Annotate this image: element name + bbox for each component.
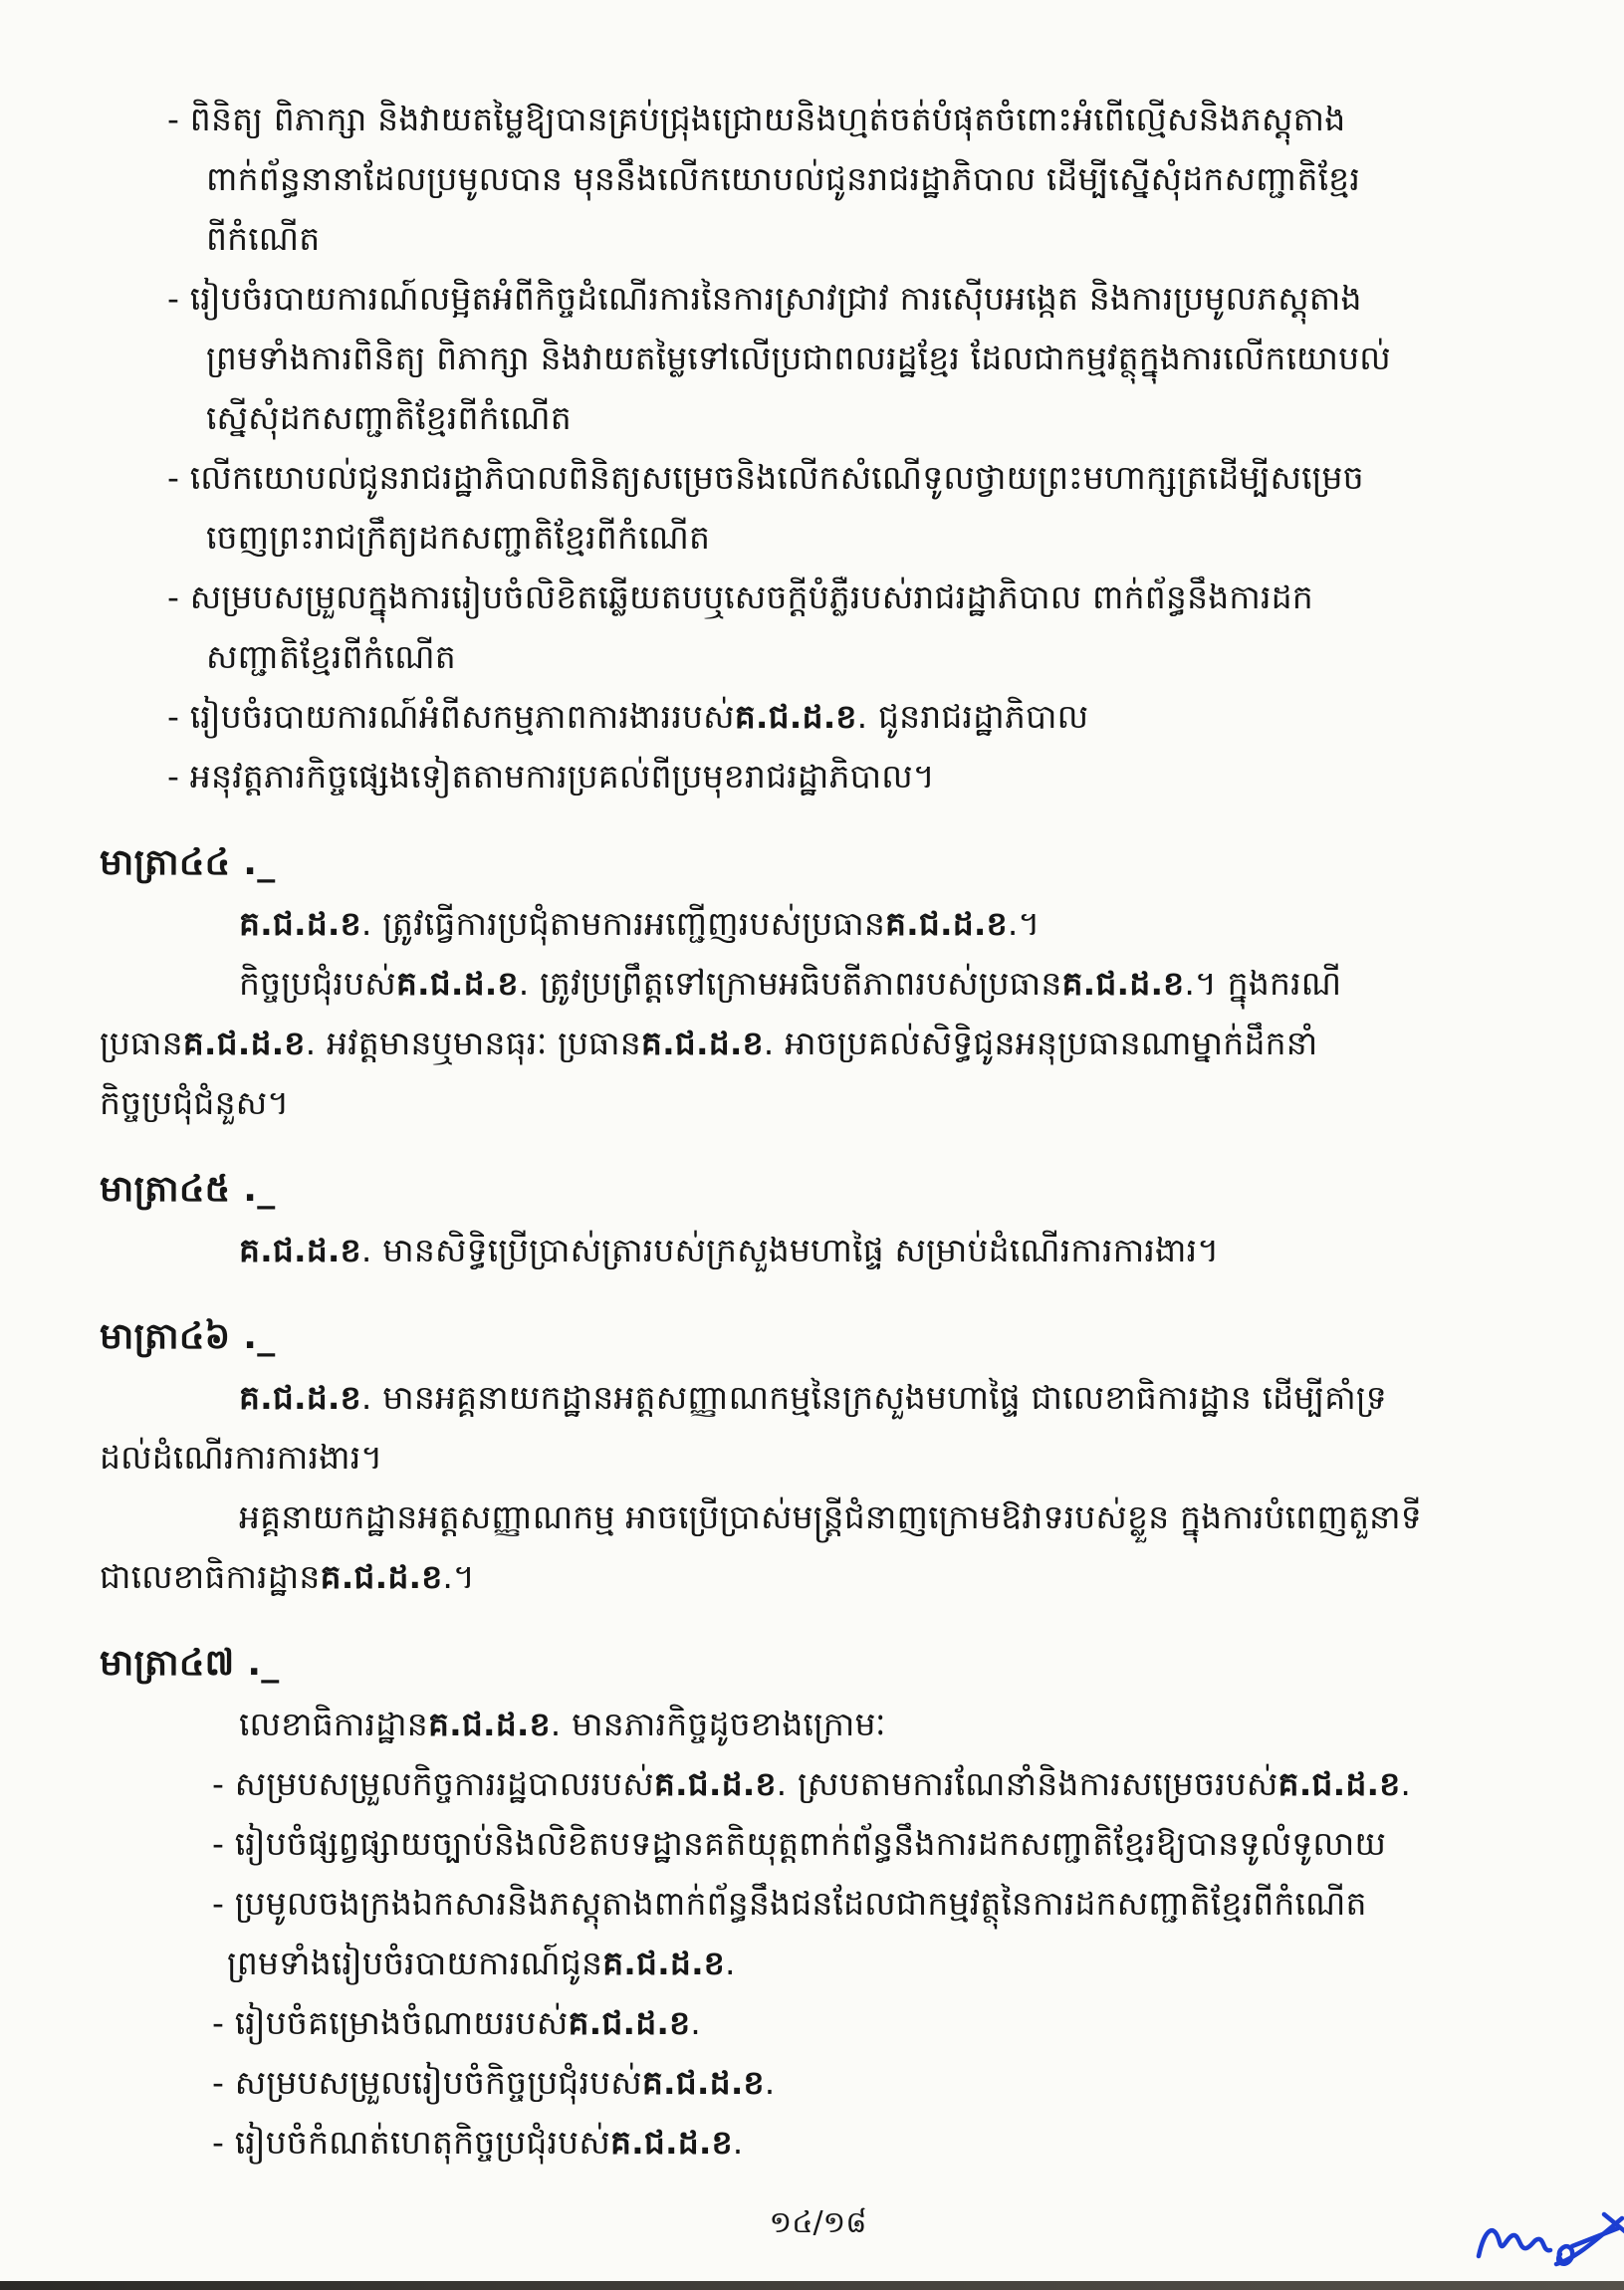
bullet-line: ចេញព្រះរាជក្រឹត្យដកសញ្ជាតិខ្មែរពីកំណើត: [206, 518, 711, 557]
bullet-line: - លើកយោបល់ជូនរាជរដ្ឋាភិបាលពិនិត្យសម្រេចនិងលើកសំណើទូលថ្វាយព្រះមហាក្សត្រដើម្បីសម្រេច: [167, 458, 1364, 497]
paragraph-line: គ.ជ.ដ.ខ. មានអគ្គនាយកដ្ឋានអត្តសញ្ញាណកម្មនៃក្រសួងមហាផ្ទៃ ជាលេខាធិការដ្ឋាន ដើម្បីគាំទ្រ: [239, 1378, 1387, 1417]
bullet-line: - រៀបចំរបាយការណ៍អំពីសកម្មភាពការងាររបស់គ.ជ.ដ.ខ. ជូនរាជរដ្ឋាភិបាល: [167, 697, 1089, 736]
bullet-line: ព្រមទាំងរៀបចំរបាយការណ៍ជូនគ.ជ.ដ.ខ.: [227, 1944, 736, 1982]
article-45-heading: មាត្រា៤៥ ._: [100, 1169, 276, 1210]
paragraph-line: ប្រធានគ.ជ.ដ.ខ. អវត្តមានឬមានធុរៈ ប្រធានគ.ជ.ដ.ខ. អាចប្រគល់សិទ្ធិជូនអនុប្រធានណាម្នាក់ដឹកនាំ: [100, 1024, 1318, 1062]
bullet-line: - អនុវត្តភារកិច្ចផ្សេងទៀតតាមការប្រគល់ពីប្រមុខរាជរដ្ឋាភិបាល។: [167, 757, 935, 796]
paragraph-line: ជាលេខាធិការដ្ឋានគ.ជ.ដ.ខ.។: [100, 1557, 476, 1596]
paragraph-line: គ.ជ.ដ.ខ. មានសិទ្ធិប្រើប្រាស់ត្រារបស់ក្រសួងមហាផ្ទៃ សម្រាប់ដំណើរការការងារ។: [239, 1231, 1220, 1269]
signature-mark: [1473, 2192, 1624, 2276]
bullet-line: ពាក់ព័ន្ធនានាដែលប្រមូលបាន មុននឹងលើកយោបល់ជូនរាជរដ្ឋាភិបាល ដើម្បីស្នើសុំដកសញ្ជាតិខ្មែរ: [206, 159, 1360, 198]
bullet-line: - រៀបចំរបាយការណ៍លម្អិតអំពីកិច្ចដំណើរការនៃការស្រាវជ្រាវ ការស៊ើបអង្កេត និងការប្រមូលភស្តុតាង: [167, 279, 1362, 318]
bullet-line: - ប្រមូលចងក្រងឯកសារនិងភស្តុតាងពាក់ព័ន្ធនឹងជនដែលជាកម្មវត្ថុនៃការដកសញ្ជាតិខ្មែរពីកំណើត: [212, 1884, 1367, 1923]
article-46-heading: មាត្រា៤៦ ._: [100, 1316, 276, 1357]
bullet-line: - សម្របសម្រួលកិច្ចការរដ្ឋបាលរបស់គ.ជ.ដ.ខ. ស្របតាមការណែនាំនិងការសម្រេចរបស់គ.ជ.ដ.ខ.: [212, 1764, 1412, 1803]
article-46: [100, 1306, 1536, 1607]
paragraph-line: អគ្គនាយកដ្ឋានអត្តសញ្ញាណកម្ម អាចប្រើប្រាស់មន្ត្រីជំនាញក្រោមឱវាទរបស់ខ្លួន ក្នុងការបំពេញតួនាទី: [239, 1497, 1422, 1536]
paragraph-line: គ.ជ.ដ.ខ. ត្រូវធ្វើការប្រជុំតាមការអញ្ជើញរបស់ប្រធានគ.ជ.ដ.ខ.។: [239, 904, 1041, 943]
bullet-line: - ពិនិត្យ ពិភាក្សា និងវាយតម្លៃឱ្យបានគ្រប់ជ្រុងជ្រោយនិងហ្មត់ចត់បំផុតចំពោះអំពើល្មើសនិងភស្តុតាង: [167, 100, 1346, 138]
article-47-heading: មាត្រា៤៧ ._: [100, 1643, 280, 1684]
bullet-line: សញ្ជាតិខ្មែរពីកំណើត: [206, 637, 456, 676]
bullet-line: - រៀបចំកំណត់ហេតុកិច្ចប្រជុំរបស់គ.ជ.ដ.ខ.: [212, 2123, 744, 2162]
bullet-line: - រៀបចំផ្សព្វផ្សាយច្បាប់និងលិខិតបទដ្ឋានគតិយុត្តពាក់ព័ន្ធនឹងការដកសញ្ជាតិខ្មែរឱ្យបានទូលំទូលាយ: [212, 1824, 1387, 1863]
bullet-line: - រៀបចំគម្រោងចំណាយរបស់គ.ជ.ដ.ខ.: [212, 2003, 701, 2042]
article-44-heading: មាត្រា៤៤ ._: [100, 842, 276, 883]
paragraph-line: កិច្ចប្រជុំរបស់គ.ជ.ដ.ខ. ត្រូវប្រព្រឹត្តទៅក្រោមអធិបតីភាពរបស់ប្រធានគ.ជ.ដ.ខ.។ ក្នុងករណី: [239, 964, 1342, 1003]
bullet-line: - សម្របសម្រួលរៀបចំកិច្ចប្រជុំរបស់គ.ជ.ដ.ខ.: [212, 2063, 776, 2102]
article-45: [100, 1159, 1536, 1280]
paragraph-line: ដល់ដំណើរការការងារ។: [100, 1438, 383, 1477]
bullet-line: - សម្របសម្រួលក្នុងការរៀបចំលិខិតឆ្លើយតបឬសេចក្ដីបំភ្លឺរបស់រាជរដ្ឋាភិបាល ពាក់ព័ន្ធនឹងការដក: [167, 577, 1313, 616]
bullet-line: ពីកំណើត: [206, 219, 321, 258]
bullet-line: ស្នើសុំដកសញ្ជាតិខ្មែរពីកំណើត: [206, 398, 572, 437]
scan-bottom-edge: [0, 2281, 1624, 2290]
page-number: ១៤/១៨: [769, 2205, 867, 2240]
paragraph-line: លេខាធិការដ្ឋានគ.ជ.ដ.ខ. មានភារកិច្ចដូចខាងក្រោមៈ: [239, 1705, 886, 1743]
article-47: [100, 1633, 1536, 2173]
intro-bullet-list: [100, 90, 1536, 806]
paragraph-line: កិច្ចប្រជុំជំនួស។: [100, 1083, 290, 1122]
bullet-line: ព្រមទាំងការពិនិត្យ ពិភាក្សា និងវាយតម្លៃទៅលើប្រជាពលរដ្ឋខ្មែរ ដែលជាកម្មវត្ថុក្នុងការលើកយោបល់: [206, 339, 1391, 377]
article-44: [100, 832, 1536, 1133]
